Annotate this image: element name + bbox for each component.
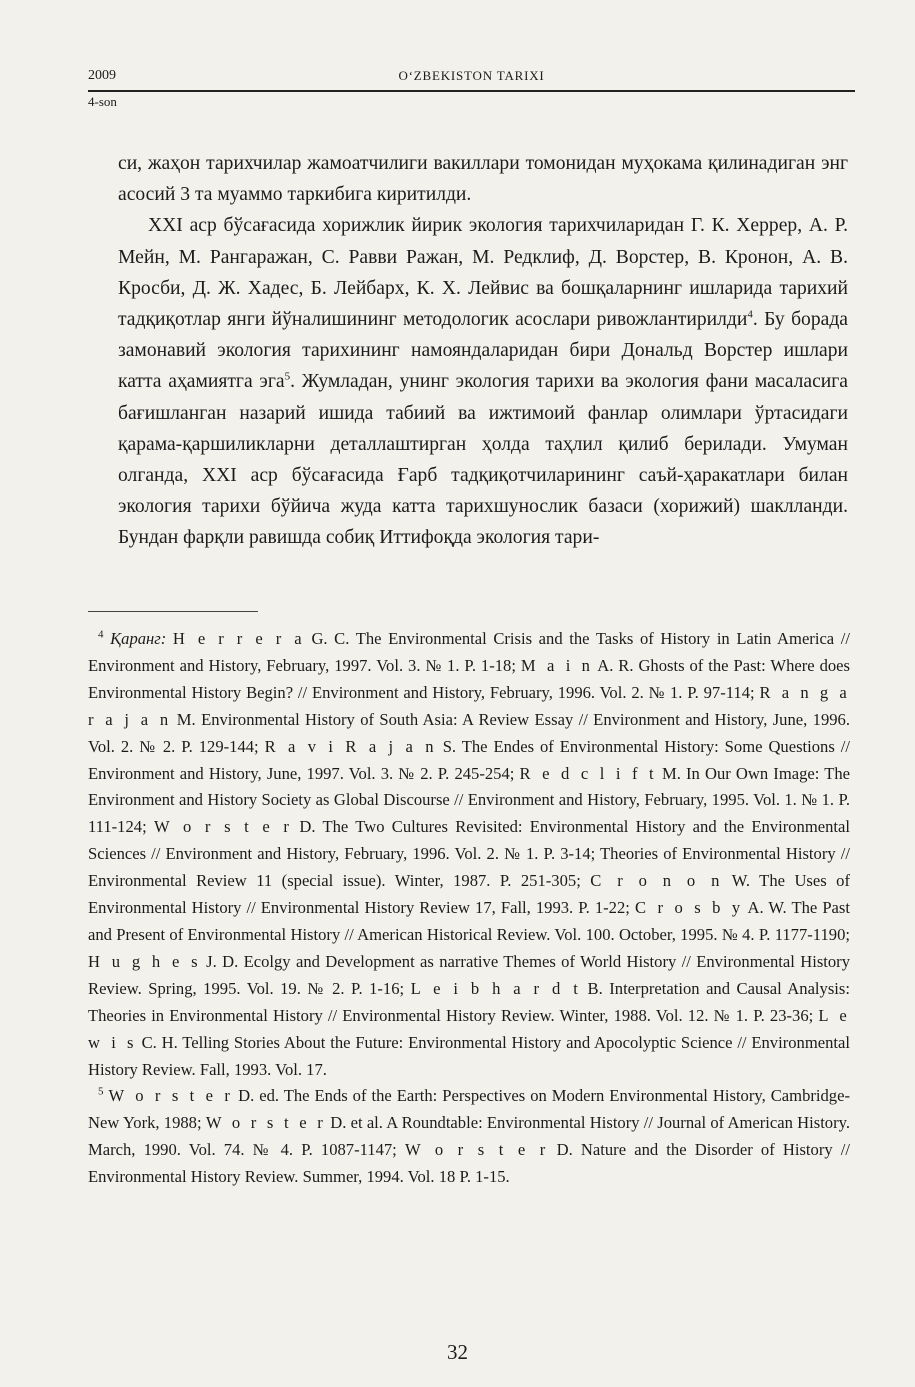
- footnote-ref: 5: [284, 370, 291, 383]
- author-name: R e d c l i f t: [519, 763, 657, 783]
- author-name: W o r s t e r: [153, 817, 293, 837]
- journal-title: O‘ZBEKISTON TARIXI: [398, 68, 545, 83]
- citation-text: D. et al. A Roundtable: Environmental History // Journal of American History. March, 1990. Vol. 74. № 4. P. 1087-1147;: [88, 1113, 850, 1160]
- citation-text: B. Interpretation and Causal Analysis: Theories in Environmental History // Environmental History Review. Winter, 1988. Vol. 12. № 1. P. 23-36;: [88, 978, 850, 1025]
- author-name: R a n g a r a j a n: [88, 682, 851, 729]
- citation-text: S. The Endes of Environmental History: Some Questions // Environment and History, June, 1997. Vol. 3. № 2. P. 245-254;: [88, 736, 850, 783]
- paragraph-text: . Бу борада замонавий экология тарихининг намояндаларидан бири Дональд Ворстер ишлари катта аҳамиятга эга: [118, 309, 848, 393]
- header-year: 2009: [88, 68, 116, 83]
- citation-text: A. W. The Past and Present of Environmental History // American Historical Review. Vol. 100. October, 1995. № 4. P. 1177-1190;: [88, 898, 850, 944]
- footnote-4: [88, 626, 850, 1083]
- author-name: W o r s t e r: [108, 1086, 234, 1106]
- author-name: W o r s t e r: [205, 1113, 326, 1133]
- paragraph-main: [118, 210, 848, 553]
- author-name: L e w i s: [88, 1005, 850, 1052]
- citation-text: D. The Two Cultures Revisited: Environmental History and the Environmental Sciences // Environment and History, February, 1996. Vol. 2. № 1. P. 3-14; Theories of Environmental History // Environmental Review 11 (special issue). Winter, 1987. P. 251-305;: [88, 817, 850, 891]
- author-name: H e r r e r a: [172, 629, 305, 648]
- header-rule: [88, 90, 855, 92]
- author-name: W o r s t e r: [404, 1140, 549, 1160]
- author-name: M a i n: [520, 655, 594, 675]
- citation-text: C. H. Telling Stories About the Future: Environmental History and Apocolyptic Science // Environmental History Review. Fall, 1993. Vol. 17.: [88, 1032, 850, 1079]
- paragraph-text: XXI аср бўсағасида хорижлик йирик экология тарихчиларидан Г. К. Херрер, А. Р. Мейн, М. Рангаражан, С. Равви Ражан, М. Редклиф, Д. Ворстер, В. Кронон, А. В. Кросби, Д. Ж. Хадес, Б. Лейбарх, К. Х. Лейвис ва бошқаларнинг ишларида тарихий тадқиқотлар янги йўналишининг методологик асослари ривожлантирилди: [118, 215, 848, 331]
- paragraph-text: . Жумладан, унинг экология тарихи ва экология фани масаласига бағишланган назарий ишида табиий ва ижтимоий фанлар олимлари ўртасидаги қарама-қаршиликларни деталлаштирган ҳолда таҳлил қилиб берилади. Умуман олганда, XXI аср бўсағасида Ғарб тадқиқотчиларининг саъй-ҳаракатлари билан экология тарихи бўйича жуда катта тарихшунослик базаси (хорижий) шаклланди. Бундан фарқли равишда собиқ Иттифоқда экология тари-: [118, 371, 848, 549]
- author-name: R a v i R a j a n: [264, 736, 437, 756]
- citation-text: W. The Uses of Environmental History // Environmental History Review 17, Fall, 1993. P. 1-22;: [88, 871, 850, 918]
- footnote-separator: [88, 611, 258, 612]
- citation-text: D. Nature and the Disorder of History // Environmental History Review. Summer, 1994. Vol. 18 P. 1-15.: [88, 1140, 851, 1187]
- header-issue: 4-son: [88, 94, 117, 109]
- citation-text: A. R. Ghosts of the Past: Where does Environmental History Begin? // Environment and History, February, 1996. Vol. 2. № 1. P. 97-114;: [88, 655, 851, 702]
- author-name: H u g h e s: [88, 951, 201, 971]
- footnote-number: 4: [98, 628, 104, 641]
- running-header: [88, 66, 855, 92]
- citation-text: M. Environmental History of South Asia: A Review Essay // Environment and History, June, 1996. Vol. 2. № 2. P. 129-144;: [88, 709, 850, 756]
- main-text: [118, 148, 848, 554]
- footnote-number: 5: [98, 1085, 104, 1098]
- citation-text: D. ed. The Ends of the Earth: Perspectives on Modern Environmental History, Cambridge-New York, 1988;: [88, 1086, 850, 1133]
- footnotes: [88, 626, 850, 1191]
- citation-text: J. D. Ecolgy and Development as narrative Themes of World History // Environmental History Review. Spring, 1995. Vol. 19. № 2. P. 1-16;: [88, 951, 851, 998]
- page-number: 32: [447, 1340, 468, 1364]
- citation-text: G. C. The Environmental Crisis and the Tasks of History in Latin America // Environment and History, February, 1997. Vol. 3. № 1. P. 1-18;: [88, 629, 851, 675]
- footnote-5: [88, 1083, 850, 1191]
- author-name: C r o n o n: [590, 871, 723, 891]
- footnote-ref: 4: [747, 308, 753, 321]
- paragraph-continuation: си, жаҳон тарихчилар жамоатчилиги вакиллари томонидан муҳокама қилинадиган энг асосий 3 та муаммо таркибига киритилди.: [118, 153, 848, 206]
- footnote-lead: Қаранг:: [110, 629, 167, 648]
- citation-text: M. In Our Own Image: The Environment and History Society as Global Discourse // Environment and History, February, 1995. Vol. 1. № 1. P. 111-124;: [88, 763, 850, 837]
- author-name: L e i b h a r d t: [410, 978, 582, 998]
- author-name: C r o s b y: [634, 898, 744, 918]
